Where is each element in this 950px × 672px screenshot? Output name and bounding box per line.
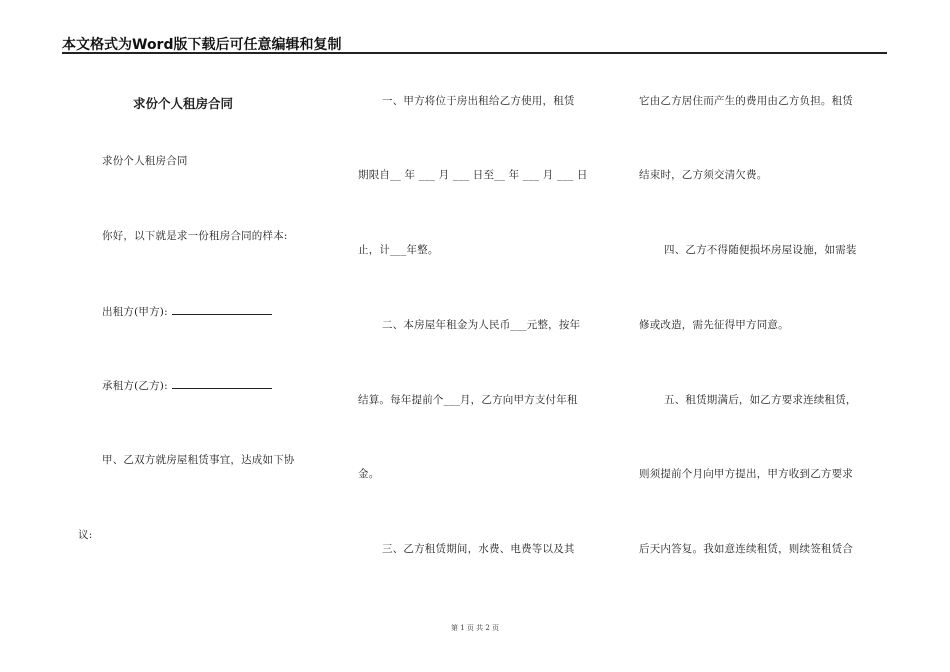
lessor-label: 出租方(甲方): <box>102 306 168 318</box>
lessee-blank <box>172 378 272 389</box>
col1-line-3 <box>102 304 272 319</box>
col2-line-7: 三、乙方租赁期间，水费、电费等以及其 <box>382 543 575 555</box>
header-divider <box>62 52 887 54</box>
col1-line-1: 求份个人租房合同 <box>102 155 188 167</box>
col3-line-2: 结束时，乙方须交清欠费。 <box>639 169 768 181</box>
col3-line-1: 它由乙方居住而产生的费用由乙方负担。租赁 <box>639 95 853 107</box>
page-number: 第 1 页 共 2 页 <box>450 624 500 632</box>
col2-line-5: 结算。每年提前个___月，乙方向甲方支付年租 <box>358 394 578 406</box>
col2-line-3: 止，计___年整。 <box>358 244 439 256</box>
col1-line-6: 议: <box>78 529 93 541</box>
col3-line-3: 四、乙方不得随便损坏房屋设施，如需装 <box>664 244 857 256</box>
col2-line-4: 二、本房屋年租金为人民币___元整，按年 <box>382 319 581 331</box>
document-banner: 本文格式为Word版下载后可任意编辑和复制 <box>62 37 342 53</box>
col3-line-7: 后天内答复。我如意连续租赁，则续签租赁合 <box>639 543 853 555</box>
col2-line-1: 一、甲方将位于房出租给乙方使用，租赁 <box>382 95 575 107</box>
lessee-label: 承租方(乙方): <box>102 380 168 392</box>
document-title: 求份个人租房合同 <box>133 96 234 111</box>
col2-line-2: 期限自__ 年 ___ 月 ___ 日至__ 年 ___ 月 ___ 日 <box>358 169 588 181</box>
col3-line-4: 修或改造，需先征得甲方同意。 <box>639 319 789 331</box>
col2-line-6: 金。 <box>358 468 380 480</box>
col1-line-2: 你好，以下就是求一份租房合同的样本: <box>102 230 288 242</box>
col1-line-4 <box>102 378 272 393</box>
col3-line-5: 五、租赁期满后，如乙方要求连续租赁， <box>664 394 857 406</box>
col1-line-5: 甲、乙双方就房屋租赁事宜，达成如下协 <box>102 454 295 466</box>
lessor-blank <box>172 304 272 315</box>
col3-line-6: 则须提前个月向甲方提出，甲方收到乙方要求 <box>639 468 853 480</box>
